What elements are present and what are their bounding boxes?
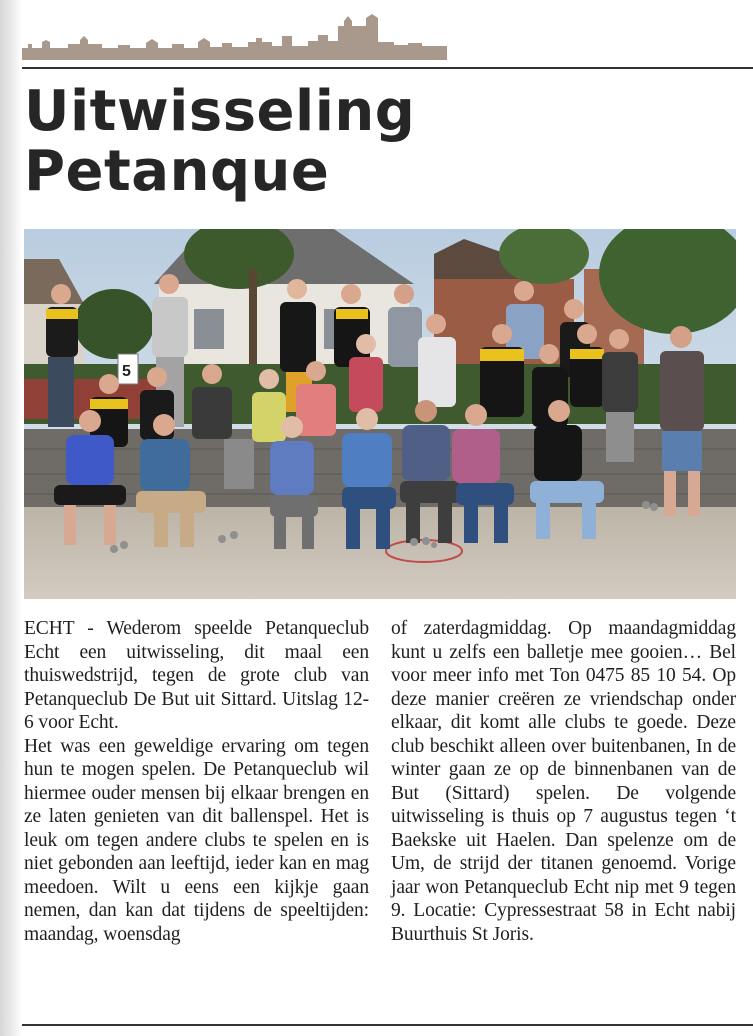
article-column-right (391, 617, 736, 946)
article-column-left (24, 617, 369, 946)
page-edge-shadow (0, 0, 22, 1036)
lane-sign-number: 5 (122, 363, 131, 380)
headline-line-1: Uitwisseling (24, 79, 416, 144)
headline-line-2: Petanque (24, 139, 330, 204)
headline (24, 79, 704, 204)
group-photo (24, 229, 736, 599)
skyline-logo (22, 14, 447, 62)
article-paragraph-continued: of zaterdagmiddag. Op maandagmiddag kunt u zelfs een balletje mee gooien… Bel voor meer info met Ton 0475 85 10 54. Op deze manier creëren ze vriendschap onder elkaar, dit komt alle clubs te goede. Deze club beschikt alleen over buitenbanen, In de winter gaan ze op de binnenbanen van de But (Sittard) spelen. De volgende uitwisseling is thuis op 7 augustus tegen ‘t Baekske uit Haelen. Dan spelenze om de Um, de strijd der titanen genoemd. Vorige jaar won Petanqueclub Echt nip met 9 tegen 9. Locatie: Cypressestraat 58 in Echt nabij Buurthuis St Joris. (391, 618, 736, 945)
article-paragraph-body: Het was een geweldige ervaring om tegen hun te mogen spelen. De Petanqueclub wil hiermee ouder mensen bij elkaar brengen en ze laten genieten van dit ballenspel. Het is leuk om tegen andere clubs te spelen en is niet gebonden aan leeftijd, ieder kan en mag meedoen. Wilt u eens een kijkje gaan nemen, dan kan dat tijdens de speeltijden: maandag, woensdag (24, 735, 369, 945)
footer-rule (22, 1024, 753, 1026)
article-paragraph-intro: ECHT - Wederom speelde Petanqueclub Echt een uitwisseling, dit maal een thuiswedstrijd, tegen de grote club van Petanqueclub De But uit Sittard. Uitslag 12-6 voor Echt. (24, 618, 369, 733)
header-rule (22, 67, 753, 69)
